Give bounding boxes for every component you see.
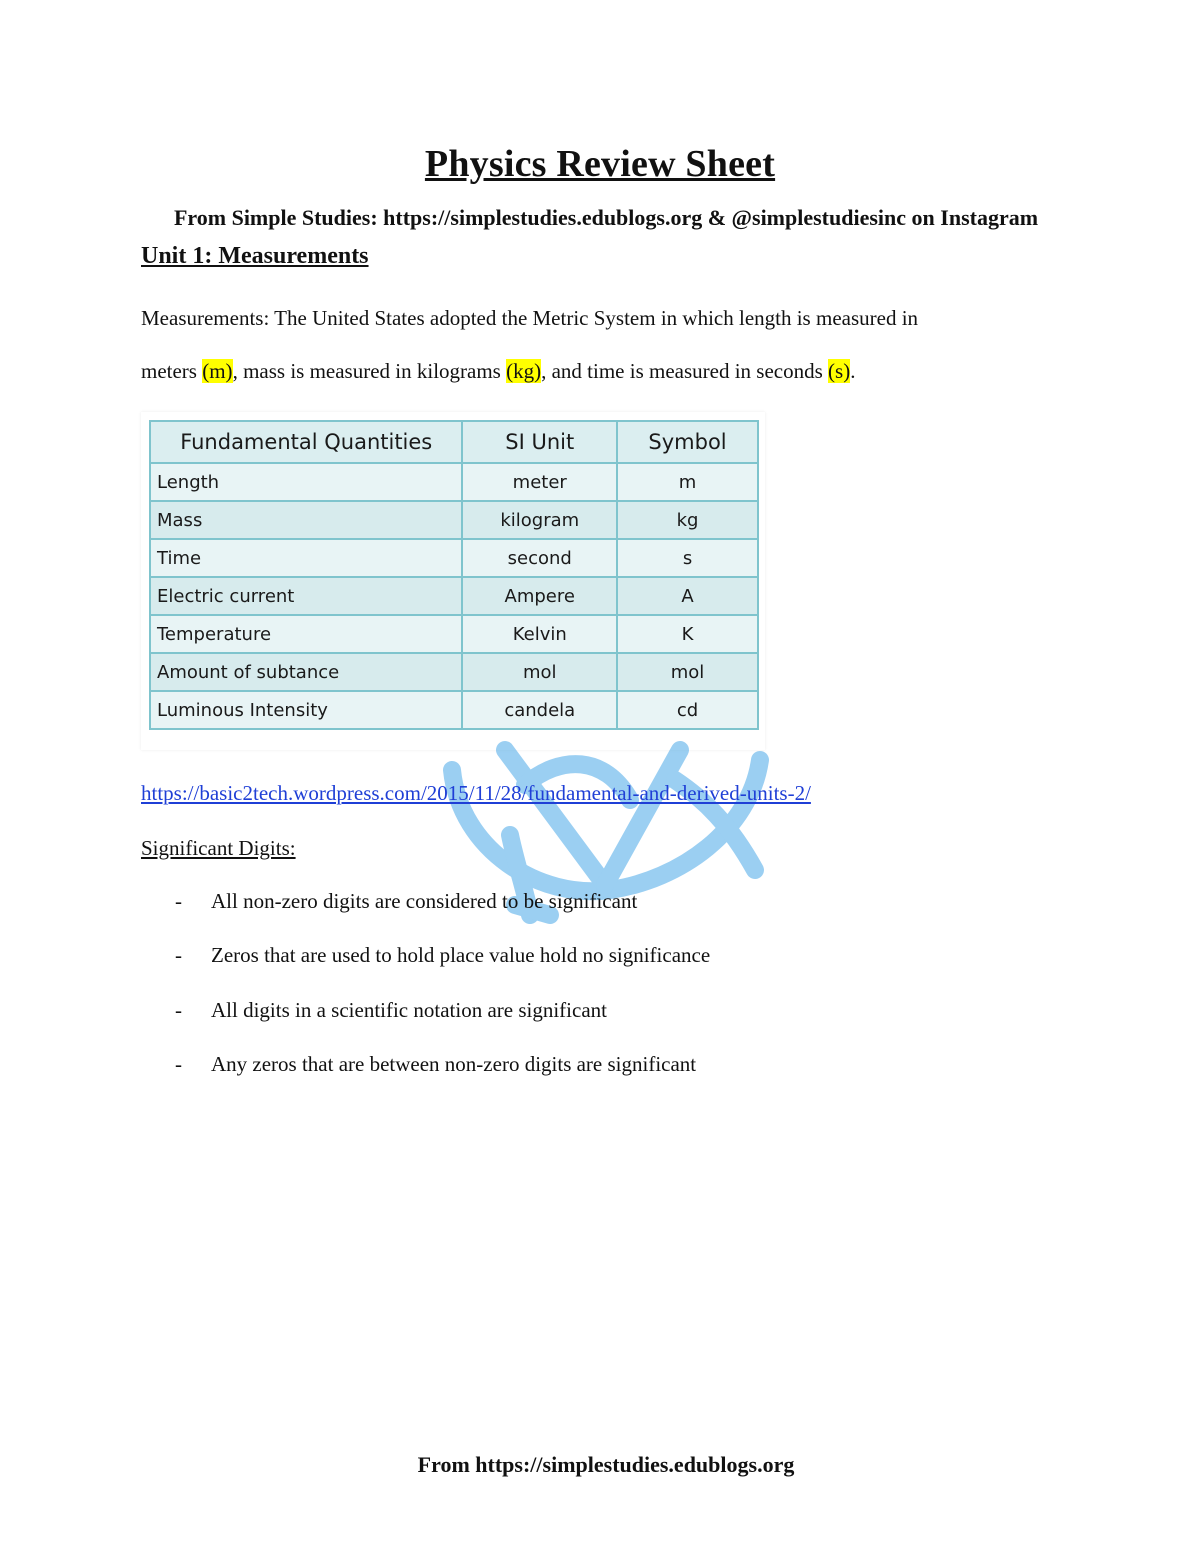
quantity-cell: Length [150,463,462,501]
measurements-paragraph-line2 [141,359,855,384]
unit-cell: mol [462,653,617,691]
table-row [150,691,758,729]
highlight-seconds-symbol: (s) [828,359,851,383]
highlight-meters-symbol: (m) [202,359,233,383]
table-row [150,539,758,577]
symbol-cell: mol [617,653,758,691]
list-item-text: All non-zero digits are considered to be significant [211,889,638,913]
unit-heading: Unit 1: Measurements [141,243,369,269]
significant-digits-heading: Significant Digits: [141,836,296,860]
list-item [175,1052,696,1077]
source-subtitle: From Simple Studies: https://simplestudies.edublogs.org & @simplestudiesinc on Instagram [173,205,1039,230]
quantity-cell: Mass [150,501,462,539]
unit-cell: second [462,539,617,577]
page-title: Physics Review Sheet [424,143,776,185]
table-row [150,501,758,539]
si-units-table [149,420,759,730]
si-units-table-image [141,412,765,750]
table-row [150,463,758,501]
table-row [150,615,758,653]
text-segment: , and time is measured in seconds [541,359,829,383]
quantity-cell: Amount of subtance [150,653,462,691]
page-footer: From https://simplestudies.edublogs.org [417,1452,795,1477]
header-fundamental-quantities: Fundamental Quantities [150,421,462,463]
measurements-paragraph-line1: Measurements: The United States adopted the Metric System in which length is measured in [141,306,919,330]
table-header-row [150,421,758,463]
highlight-kilograms-symbol: (kg) [506,359,542,383]
text-segment: meters [141,359,203,383]
symbol-cell: kg [617,501,758,539]
list-item [175,943,710,968]
unit-cell: kilogram [462,501,617,539]
symbol-cell: s [617,539,758,577]
symbol-cell: A [617,577,758,615]
header-symbol: Symbol [617,421,758,463]
table-row [150,577,758,615]
reference-link[interactable]: https://basic2tech.wordpress.com/2015/11/28/fundamental-and-derived-units-2/ [141,781,811,805]
unit-cell: Ampere [462,577,617,615]
quantity-cell: Temperature [150,615,462,653]
bullet-dash: - [175,943,182,967]
quantity-cell: Electric current [150,577,462,615]
quantity-cell: Luminous Intensity [150,691,462,729]
unit-cell: meter [462,463,617,501]
list-item-text: All digits in a scientific notation are significant [211,998,607,1022]
bullet-dash: - [175,889,182,913]
symbol-cell: K [617,615,758,653]
symbol-cell: m [617,463,758,501]
list-item [175,998,607,1023]
symbol-cell: cd [617,691,758,729]
unit-cell: candela [462,691,617,729]
list-item [175,889,637,914]
header-si-unit: SI Unit [462,421,617,463]
text-segment: , mass is measured in kilograms [232,359,507,383]
text-segment: . [850,359,856,383]
unit-cell: Kelvin [462,615,617,653]
bullet-dash: - [175,1052,182,1076]
list-item-text: Any zeros that are between non-zero digits are significant [211,1052,697,1076]
quantity-cell: Time [150,539,462,577]
bullet-dash: - [175,998,182,1022]
list-item-text: Zeros that are used to hold place value hold no significance [211,943,711,967]
table-row [150,653,758,691]
